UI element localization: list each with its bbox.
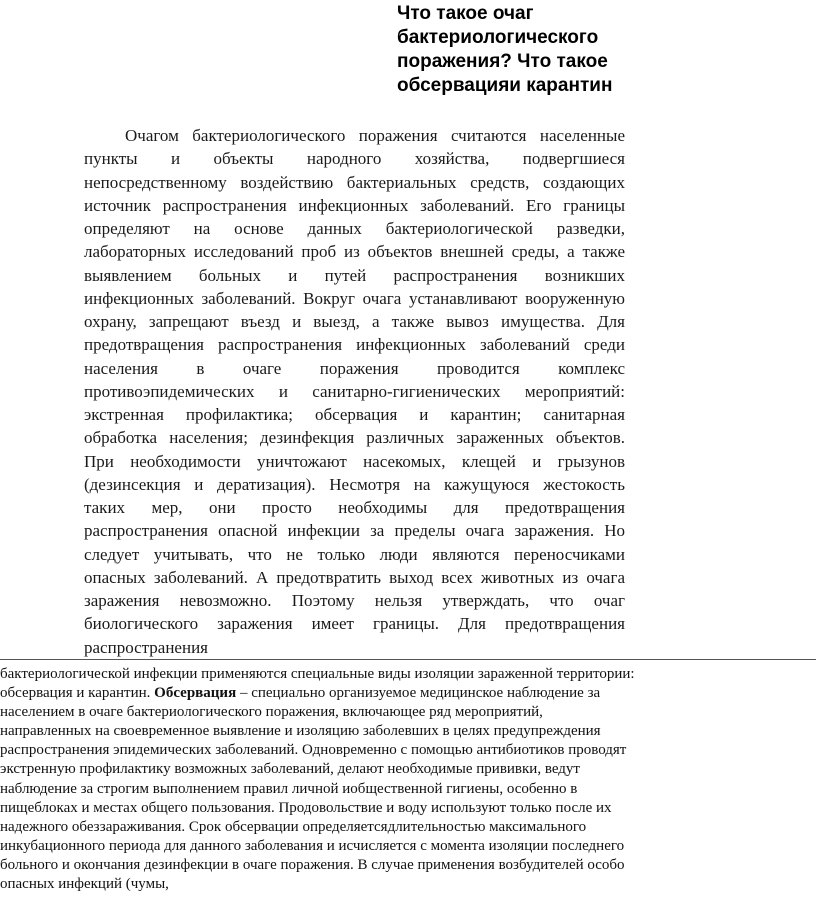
lower-line: инкубационного периода для данного заболевания и исчисляется с момента изоляции последнего	[0, 837, 625, 854]
title-line: Что такое очаг	[397, 3, 534, 24]
lower-line: опасных инфекций (чумы,	[0, 876, 169, 893]
paragraph-line: Очагом бактериологического поражения считаются населенные	[125, 126, 625, 145]
paragraph-line: предотвращения распространения инфекционных заболеваний среди	[84, 335, 625, 355]
paragraph-line: лабораторных исследований проб из объектов внешней среды, а также	[84, 242, 625, 262]
paragraph-line: заражения невозможно. Поэтому нельзя утверждать, что очаг	[84, 591, 625, 610]
paragraph-line: непосредственному воздействию бактериальных средств, создающих	[84, 172, 625, 192]
paragraph-line: охрану, запрещают въезд и выезд, а также вывоз имущества. Для	[84, 312, 625, 331]
title-line: бактериологического	[397, 27, 599, 48]
lower-text: обсервация и карантин.	[0, 685, 155, 702]
paragraph-line: пункты и объекты народного хозяйства, подвергшиеся	[84, 149, 625, 169]
paragraph-line: экстренная профилактика; обсервация и карантин; санитарная	[84, 405, 625, 424]
lower-line: экстренную профилактику возможных заболеваний, делают необходимые прививки, ведут	[0, 761, 580, 778]
paragraph-line: инфекционных заболеваний. Вокруг очага устанавливают вооруженную	[84, 288, 625, 308]
lower-line	[0, 684, 816, 703]
lower-line: бактериологической инфекции применяются специальные виды изоляции зараженной территории:	[0, 666, 635, 682]
paragraph-line: таких мер, они просто необходимы для предотвращения	[84, 498, 625, 517]
paragraph-line: опасных заболеваний. А предотвратить выход всех животных из очага	[84, 567, 625, 587]
lower-line: населением в очаге бактериологического поражения, включающее ряд мероприятий,	[0, 704, 543, 721]
lower-line: надежного обеззараживания. Срок обсервации определяетсядлительностью максимального	[0, 818, 587, 835]
title-line: обсервацияи карантин	[397, 75, 613, 96]
paragraph-line: населения в очаге поражения проводится комплекс	[84, 358, 625, 378]
lower-text: – специально организуемое медицинское наблюдение за	[236, 685, 601, 702]
paragraph-line: распространения	[84, 637, 208, 657]
section-divider	[0, 659, 816, 660]
title-line: поражения? Что такое	[397, 51, 608, 72]
paragraph-line: (дезинсекция и дератизация). Несмотря на кажущуюся жестокость	[84, 474, 625, 494]
lower-line: распространения эпидемических заболеваний. Одновременно с помощью антибиотиков проводят	[0, 742, 627, 759]
paragraph-line: выявлением больных и путей распространения возникших	[84, 265, 625, 285]
paragraph-line: биологического заражения имеет границы. Для предотвращения	[84, 614, 625, 634]
paragraph-line: противоэпидемических и санитарно-гигиенических мероприятий:	[84, 381, 625, 401]
paragraph-line: следует учитывать, что не только люди являются переносчиками	[84, 544, 625, 564]
paragraph-line: определяют на основе данных бактериологической разведки,	[84, 219, 625, 238]
page-title	[397, 2, 697, 98]
lower-line: направленных на своевременное выявление и изоляцию заболевших в целях предупреждения	[0, 723, 601, 740]
paragraph-line: При необходимости уничтожают насекомых, клещей и грызунов	[84, 451, 625, 471]
paragraph-line: источник распространения инфекционных заболеваний. Его границы	[84, 195, 625, 215]
paragraph-line: обработка населения; дезинфекция различных зараженных объектов.	[84, 428, 625, 448]
paragraph-line: распространения опасной инфекции за пределы очага заражения. Но	[84, 521, 625, 541]
lower-paragraph	[0, 665, 816, 894]
main-paragraph	[84, 124, 625, 659]
lower-line: больного и окончания дезинфекции в очаге поражения. В случае применения возбудителей особо	[0, 856, 625, 873]
lower-line: наблюдение за строгим выполнением правил личной иобщественной гигиены, особенно в	[0, 780, 578, 797]
lower-line: пищеблоках и местах общего пользования. Продовольствие и воду используют только после их	[0, 799, 612, 816]
term-observation: Обсервация	[154, 685, 237, 702]
